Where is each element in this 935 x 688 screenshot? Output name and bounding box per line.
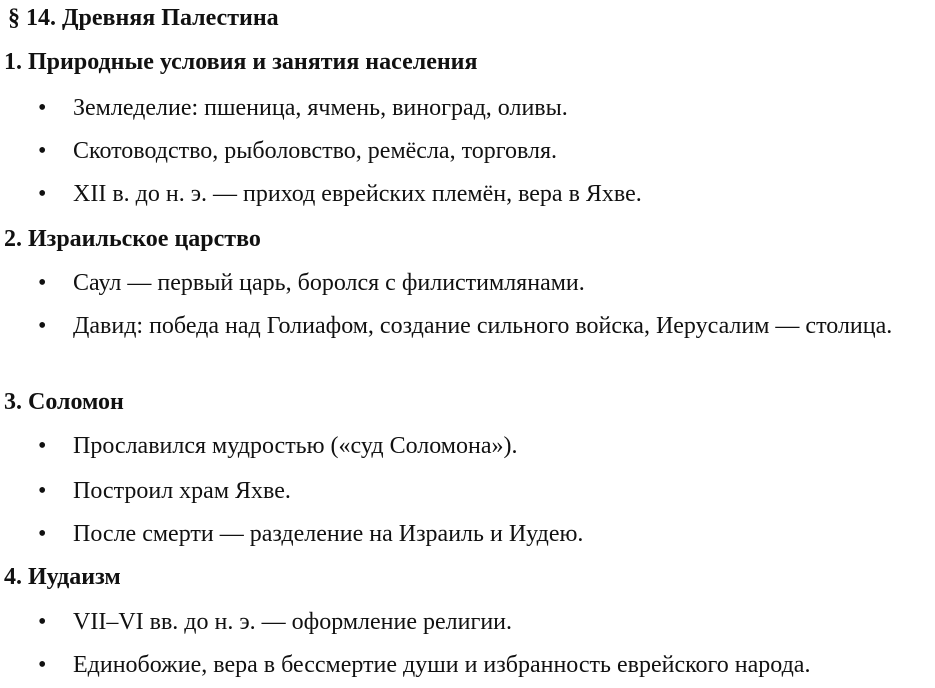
- bullet-icon: •: [38, 652, 47, 678]
- bullet-icon: •: [38, 433, 47, 459]
- list-item-text: XII в. до н. э. — приход еврейских племён, вера в Яхве.: [73, 181, 642, 207]
- section-heading-4: 4. Иудаизм: [4, 564, 121, 590]
- bullet-icon: •: [38, 478, 47, 504]
- list-item-text: Саул — первый царь, боролся с филистимлянами.: [73, 270, 585, 296]
- bullet-icon: •: [38, 521, 47, 547]
- bullet-icon: •: [38, 270, 47, 296]
- section-heading-1: 1. Природные условия и занятия населения: [4, 49, 478, 75]
- list-item-text: После смерти — разделение на Израиль и Иудею.: [73, 521, 584, 547]
- list-item-text: Построил храм Яхве.: [73, 478, 291, 504]
- bullet-icon: •: [38, 313, 47, 339]
- list-item-text: Прославился мудростью («суд Соломона»).: [73, 433, 518, 459]
- list-item-text: Земледелие: пшеница, ячмень, виноград, оливы.: [73, 95, 568, 121]
- page-title: § 14. Древняя Палестина: [8, 5, 279, 31]
- bullet-icon: •: [38, 95, 47, 121]
- section-heading-3: 3. Соломон: [4, 389, 124, 415]
- list-item-text: VII–VI вв. до н. э. — оформление религии.: [73, 609, 513, 635]
- bullet-icon: •: [38, 138, 47, 164]
- list-item-text: Скотоводство, рыболовство, ремёсла, торговля.: [73, 138, 558, 164]
- bullet-icon: •: [38, 181, 47, 207]
- list-item-text: Единобожие, вера в бессмертие души и избранность еврейского народа.: [73, 652, 811, 678]
- list-item-text: Давид: победа над Голиафом, создание сильного войска, Иерусалим — столица.: [73, 313, 893, 339]
- bullet-icon: •: [38, 609, 47, 635]
- section-heading-2: 2. Израильское царство: [4, 226, 261, 252]
